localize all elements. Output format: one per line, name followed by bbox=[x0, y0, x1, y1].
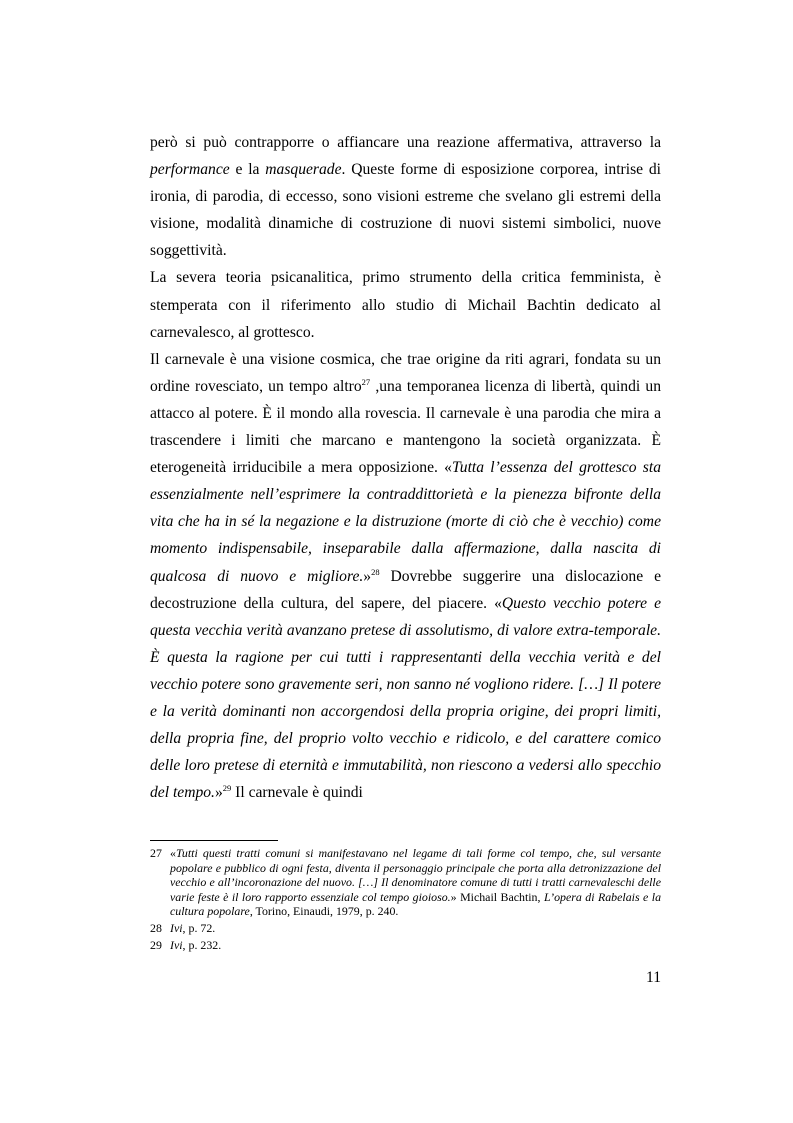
italic-term-masquerade: masquerade bbox=[265, 161, 342, 179]
text-span: , p. 232. bbox=[182, 937, 222, 952]
footnote-27 bbox=[150, 846, 661, 919]
page-number: 11 bbox=[645, 969, 661, 986]
paragraph-3 bbox=[150, 346, 661, 807]
footnote-number: 27 bbox=[150, 846, 162, 860]
main-text bbox=[150, 129, 661, 806]
text-span: Il carnevale è quindi bbox=[231, 784, 363, 802]
text-span: . Queste forme di esposizione corporea, intrise di ironia, di parodia, di eccesso, sono visioni estreme che svelano gli estremi della visione, modalità dinamiche di costruzione di nuovi sistemi simbolici, nuove soggettività. bbox=[150, 161, 661, 260]
text-span: ,una temporanea licenza di libertà, quindi un attacco al potere. È il mondo alla rovescia. Il carnevale è una parodia che mira a trascendere i limiti che marcano e mantengono la società organizzata. È eterogeneità irriducibile a mera opposizione. « bbox=[150, 377, 661, 477]
paragraph-1 bbox=[150, 129, 661, 264]
footnote-separator bbox=[150, 840, 278, 841]
footnote-quote: Tutti questi tratti comuni si manifestavano nel legame di tali forme col tempo, che, sul versante popolare e pubblico di ogni festa, diventa il personaggio principale che porta alla detronizzazione del vecchio e all’incoronazione del nuovo. […] Il denominatore comune di tutti i tratti carnevaleschi delle varie feste è il loro rapporto essenziale col tempo gioioso. bbox=[170, 846, 661, 904]
footnote-ivi: Ivi bbox=[170, 937, 183, 952]
text-span: , Torino, Einaudi, 1979, p. 240. bbox=[249, 904, 399, 919]
quote-potere: Questo vecchio potere e questa vecchia verità avanzano pretese di assolutismo, di valore extra-temporale. È questa la ragione per cui tutti i rappresentanti della vecchia verità e del vecchio potere sono gravemente seri, non sanno né vogliono ridere. […] Il potere e la verità dominanti non accorgendosi della propria origine, dei propri limiti, della propria fine, del proprio volto vecchio e ridicolo, e del carattere comico delle loro pretese di eternità e immutabilità, non riescono a vedersi allo specchio del tempo. bbox=[150, 594, 661, 802]
text-span: Dovrebbe suggerire una dislocazione e decostruzione della cultura, del sapere, del piacere. « bbox=[150, 567, 661, 612]
italic-term-performance: performance bbox=[150, 161, 230, 179]
footnote-ref-29: 29 bbox=[222, 783, 232, 794]
footnote-number: 28 bbox=[150, 920, 162, 935]
text-span: e la bbox=[229, 161, 266, 179]
footnote-28 bbox=[150, 921, 661, 936]
text-span: però si può contrapporre o affiancare una reazione affermativa, attraverso la bbox=[150, 134, 661, 151]
paragraph-2: La severa teoria psicanalitica, primo strumento della critica femminista, è stemperata con il riferimento allo studio di Michail Bachtin dedicato al carnevalesco, al grottesco. bbox=[150, 269, 661, 341]
text-span: » bbox=[450, 889, 457, 904]
text-span: » bbox=[214, 784, 223, 802]
text-span: « bbox=[170, 846, 176, 860]
text-span: Il carnevale è una visione cosmica, che trae origine da riti agrari, fondata su un ordine rovesciato, un tempo altro bbox=[150, 350, 661, 395]
footnote-author: Michail Bachtin, bbox=[460, 889, 544, 904]
text-span: , p. 72. bbox=[182, 920, 216, 935]
footnotes bbox=[150, 846, 661, 954]
footnote-29 bbox=[150, 938, 661, 953]
quote-grottesco: Tutta l’essenza del grottesco sta essenzialmente nell’esprimere la contraddittorietà e la pienezza bifronte della vita che ha in sé la negazione e la distruzione (morte di ciò che è vecchio) come momento indispensabile, inseparabile dalla affermazione, dalla nascita di qualcosa di nuovo e migliore. bbox=[150, 459, 661, 585]
footnote-ref-28: 28 bbox=[371, 566, 380, 577]
footnote-book-title: L’opera di Rabelais e la cultura popolare bbox=[170, 889, 662, 919]
footnote-ivi: Ivi bbox=[170, 920, 183, 935]
footnote-ref-27: 27 bbox=[361, 376, 371, 387]
footnote-number: 29 bbox=[150, 937, 162, 952]
text-span: » bbox=[363, 567, 372, 585]
